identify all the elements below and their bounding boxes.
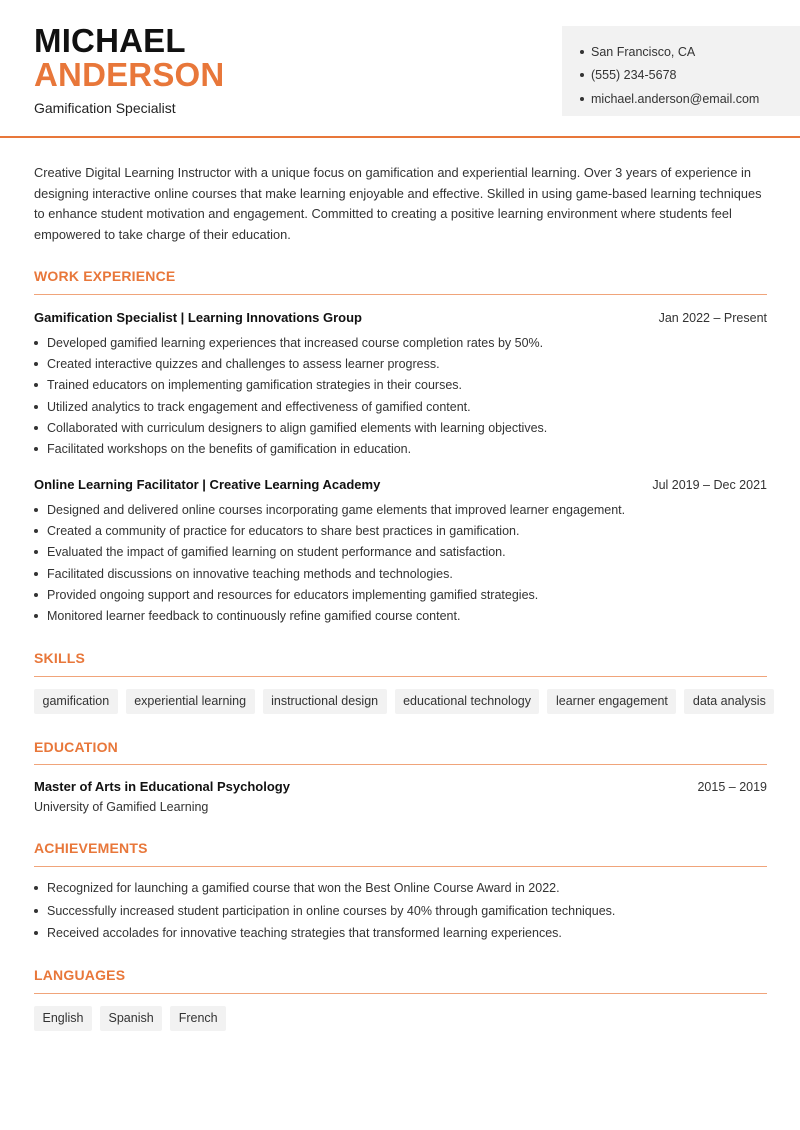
job-bullets	[34, 332, 774, 460]
list-item: Created interactive quizzes and challenges to assess learner progress.	[34, 353, 774, 374]
contact-location: San Francisco, CA	[580, 40, 800, 64]
list-item: Developed gamified learning experiences that increased course completion rates by 50%.	[34, 332, 774, 353]
bullet-icon	[580, 73, 584, 77]
language-tag: English	[34, 1006, 92, 1031]
contact-phone: (555) 234-5678	[580, 64, 800, 88]
bullet-icon	[34, 931, 38, 935]
list-item: Utilized analytics to track engagement and effectiveness of gamified content.	[34, 396, 774, 417]
bullet-icon	[34, 508, 38, 512]
section-divider	[34, 764, 767, 765]
language-tag: French	[170, 1006, 226, 1031]
job-bullets	[34, 499, 774, 627]
education-dates: 2015 – 2019	[697, 780, 767, 794]
bullet-icon	[34, 886, 38, 890]
bullet-icon	[34, 383, 38, 387]
first-name: MICHAEL	[34, 22, 186, 59]
bullet-icon	[34, 405, 38, 409]
skill-tag: gamification	[34, 689, 118, 714]
section-divider	[34, 294, 767, 295]
language-tag: Spanish	[100, 1006, 162, 1031]
skill-tag: learner engagement	[547, 689, 676, 714]
skill-tag: experiential learning	[126, 689, 255, 714]
skills-tags	[34, 689, 774, 714]
section-divider	[34, 866, 767, 867]
contact-box	[562, 26, 800, 116]
bullet-icon	[34, 447, 38, 451]
job-entry-header	[34, 477, 767, 492]
list-item: Collaborated with curriculum designers to align gamified elements with learning objectives.	[34, 417, 774, 438]
work-experience-heading: WORK EXPERIENCE	[34, 268, 176, 284]
bullet-icon	[34, 362, 38, 366]
languages-heading: LANGUAGES	[34, 967, 126, 983]
section-divider	[34, 676, 767, 677]
job-entry-header	[34, 310, 767, 325]
skill-tag: educational technology	[395, 689, 540, 714]
bullet-icon	[34, 909, 38, 913]
bullet-icon	[34, 426, 38, 430]
bullet-icon	[34, 593, 38, 597]
summary-paragraph: Creative Digital Learning Instructor with a unique focus on gamification and experiential learning. Over 3 years of experience in designing interactive online courses that make learning enjoyable and effective. Skilled in using game-based learning techniques to enhance student motivation and engagement. Committed to creating a positive learning environment where students feel empowered to take charge of their education.	[34, 165, 762, 242]
list-item: Designed and delivered online courses incorporating game elements that improved learner engagement.	[34, 499, 774, 520]
bullet-icon	[34, 550, 38, 554]
achievement-bullets	[34, 877, 774, 945]
list-item: Trained educators on implementing gamification strategies in their courses.	[34, 375, 774, 396]
list-item: Monitored learner feedback to continuously refine gamified course content.	[34, 605, 774, 626]
list-item: Created a community of practice for educators to share best practices in gamification.	[34, 520, 774, 541]
list-item: Successfully increased student participation in online courses by 40% through gamification techniques.	[34, 900, 774, 923]
job-role: Online Learning Facilitator | Creative Learning Academy	[34, 477, 381, 492]
section-divider	[34, 993, 767, 994]
degree: Master of Arts in Educational Psychology	[34, 779, 290, 794]
list-item: Provided ongoing support and resources for educators implementing gamified strategies.	[34, 584, 774, 605]
achievements-heading: ACHIEVEMENTS	[34, 840, 148, 856]
list-item: Evaluated the impact of gamified learning on student performance and satisfaction.	[34, 542, 774, 563]
list-item: Recognized for launching a gamified course that won the Best Online Course Award in 2022.	[34, 877, 774, 900]
bullet-icon	[580, 50, 584, 54]
language-tags	[34, 1006, 226, 1031]
resume-header	[0, 0, 800, 138]
candidate-name	[34, 24, 224, 92]
skill-tag: instructional design	[263, 689, 387, 714]
contact-email[interactable]: michael.anderson@email.com	[580, 87, 800, 111]
job-dates: Jan 2022 – Present	[658, 311, 767, 325]
list-item: Facilitated workshops on the benefits of gamification in education.	[34, 438, 774, 459]
list-item: Received accolades for innovative teaching strategies that transformed learning experiences.	[34, 922, 774, 945]
last-name: ANDERSON	[34, 56, 225, 93]
school-name: University of Gamified Learning	[34, 800, 209, 814]
bullet-icon	[580, 97, 584, 101]
bullet-icon	[34, 614, 38, 618]
bullet-icon	[34, 341, 38, 345]
education-entry-header	[34, 779, 767, 794]
bullet-icon	[34, 529, 38, 533]
education-heading: EDUCATION	[34, 739, 118, 755]
list-item: Facilitated discussions on innovative teaching methods and technologies.	[34, 563, 774, 584]
job-role: Gamification Specialist | Learning Innovations Group	[34, 310, 362, 325]
job-dates: Jul 2019 – Dec 2021	[652, 478, 767, 492]
bullet-icon	[34, 572, 38, 576]
skills-heading: SKILLS	[34, 650, 85, 666]
job-title: Gamification Specialist	[34, 100, 176, 116]
skill-tag: data analysis	[684, 689, 774, 714]
